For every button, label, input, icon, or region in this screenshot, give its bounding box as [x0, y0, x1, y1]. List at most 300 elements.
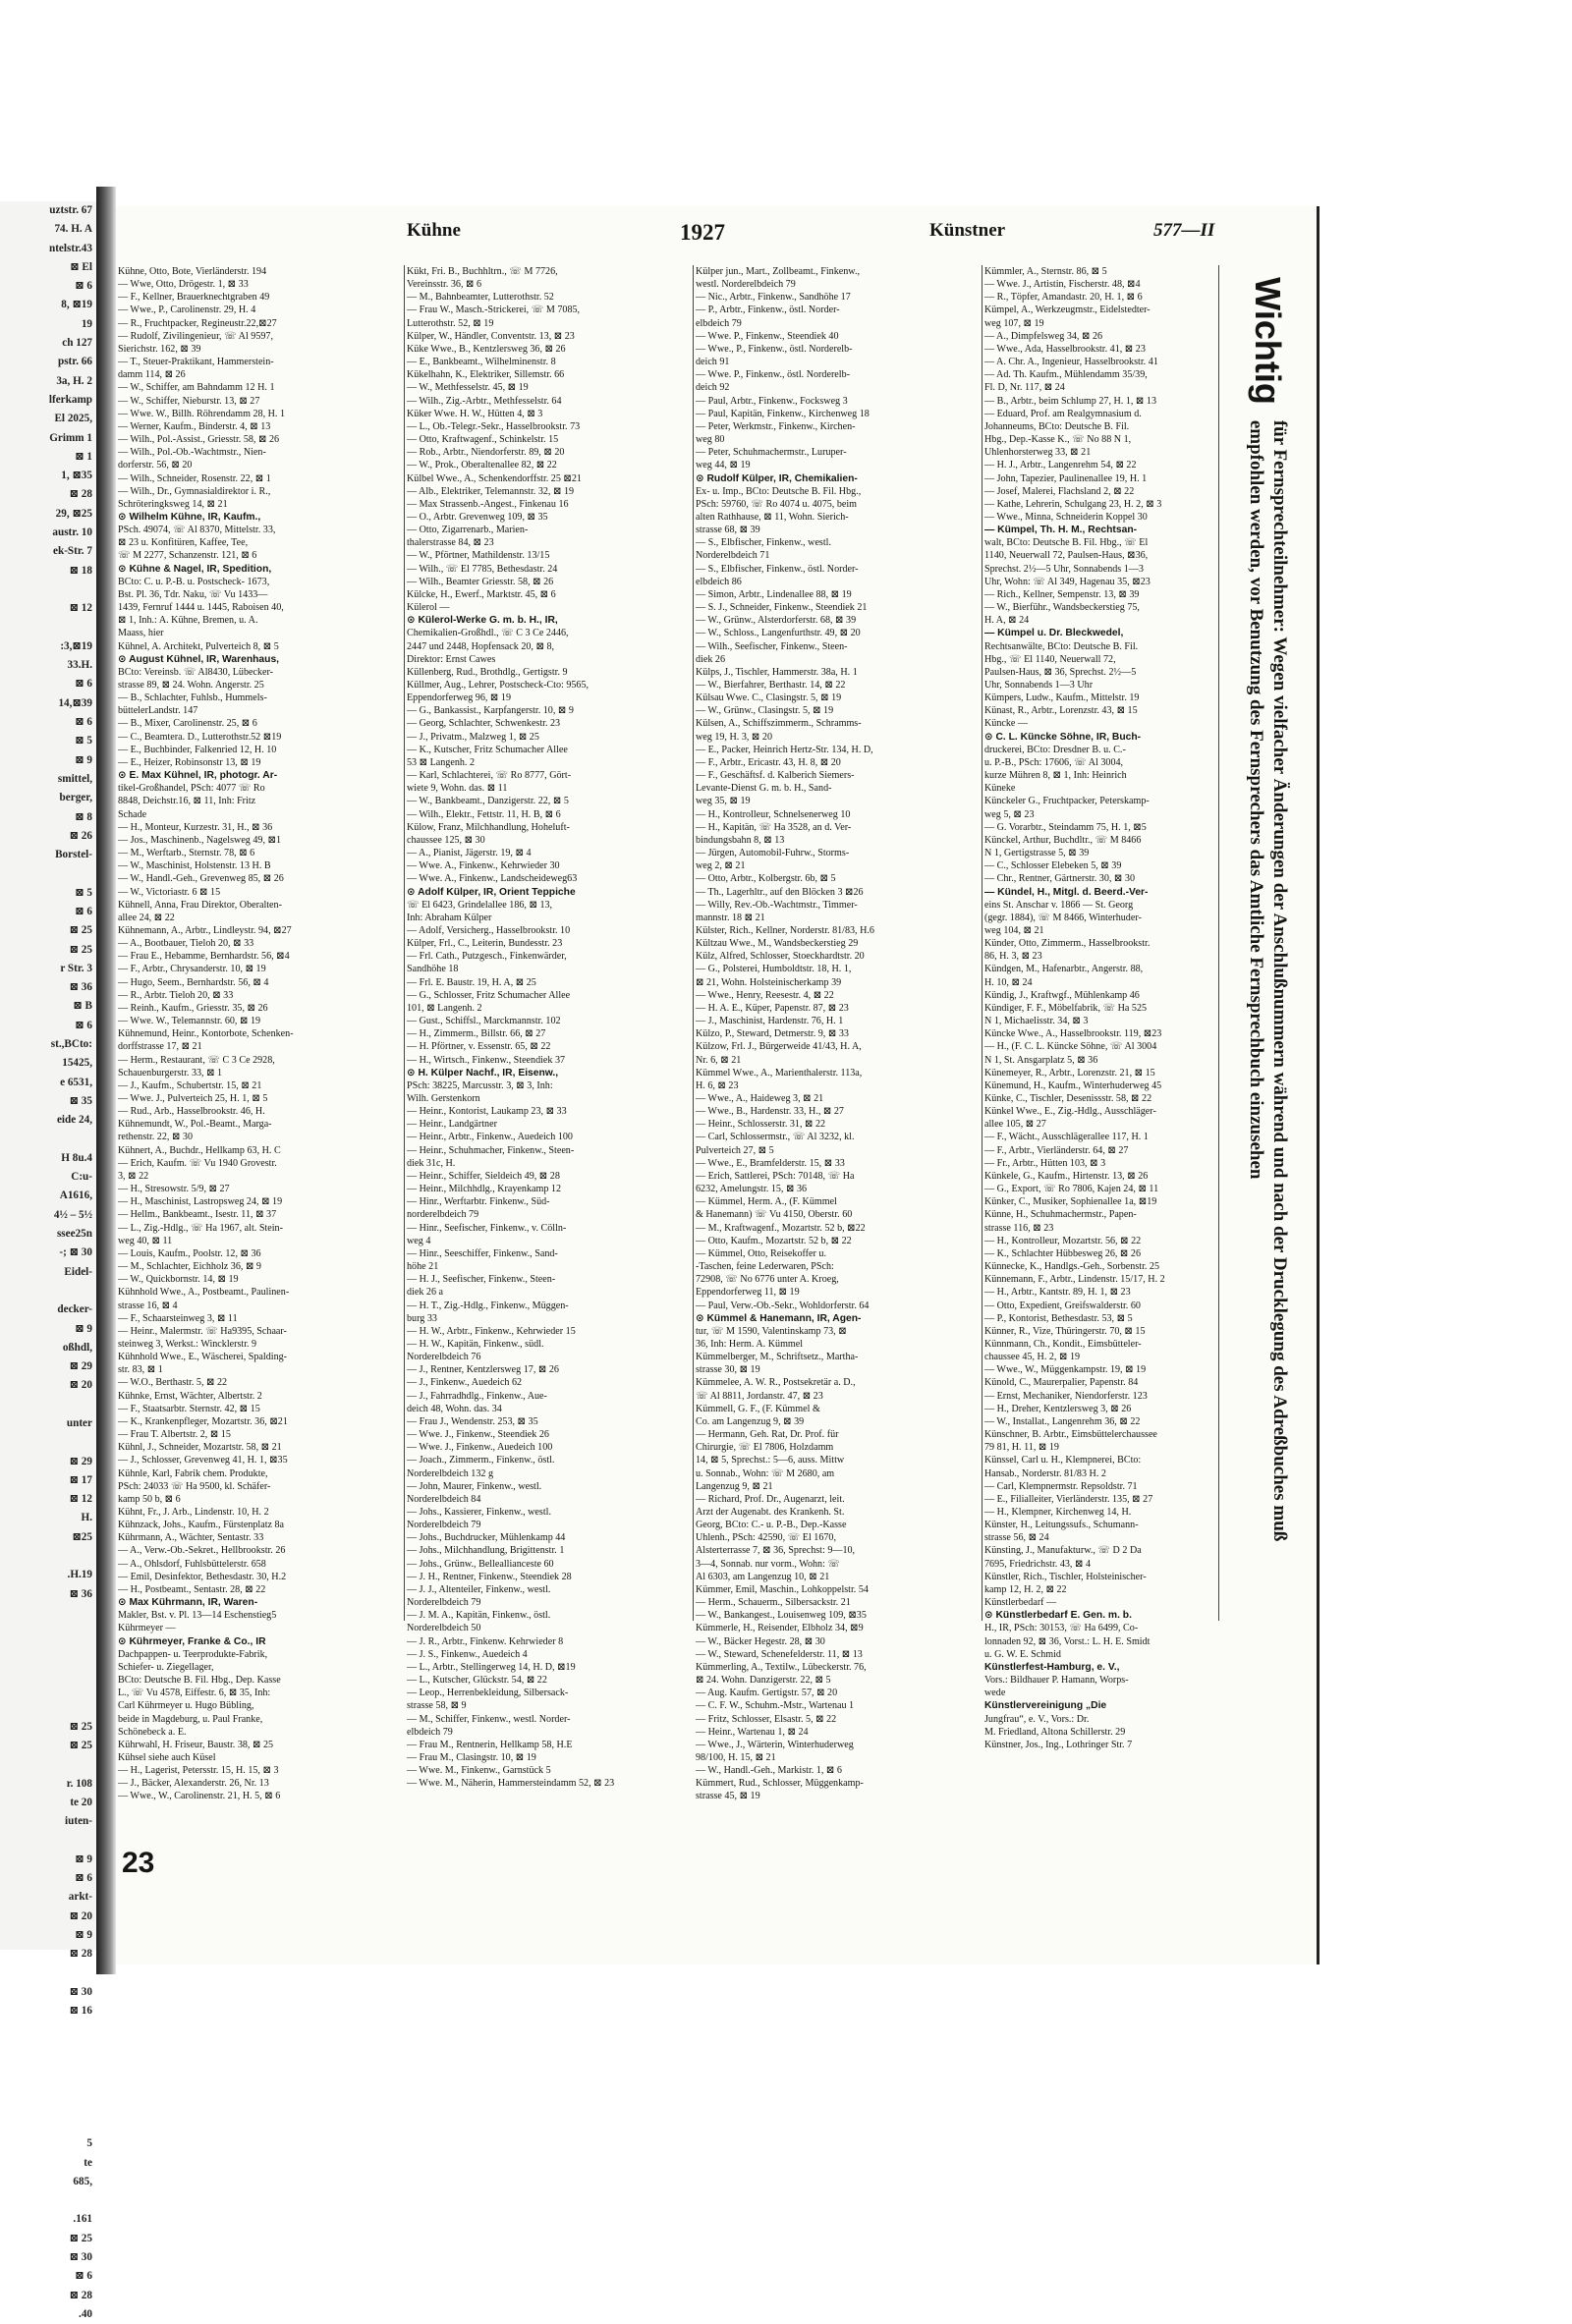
directory-entry: Künster, H., Leitungssufs., Schumann-: [984, 1520, 1139, 1531]
directory-entry: Lutterothstr. 52, ⊠ 19: [407, 317, 494, 329]
directory-entry: — J., Kaufm., Schubertstr. 15, ⊠ 21: [118, 1079, 262, 1091]
directory-entry: — Heinr., Arbtr., Finkenw., Auedeich 100: [407, 1132, 573, 1143]
directory-entry: — H. W., Kapitän, Finkenw., südl.: [407, 1338, 544, 1350]
directory-entry: — Simon, Arbtr., Lindenallee 88, ⊠ 19: [696, 588, 852, 600]
directory-entry: ⊠ 1, Inh.: A. Kühne, Bremen, u. A.: [118, 615, 258, 627]
facing-page-line: [0, 1433, 96, 1452]
directory-entry: — W., Quickbornstr. 14, ⊠ 19: [118, 1274, 239, 1286]
directory-entry: — Rich., Kellner, Sempenstr. 13, ⊠ 39: [984, 588, 1140, 600]
directory-entry: — Jos., Maschinenb., Nagelsweg 49, ⊠1: [118, 834, 282, 846]
directory-entry: — Wilh., Dr., Gymnasialdirektor i. R.,: [118, 485, 271, 497]
directory-entry: Norderelbdeich 132 g: [407, 1467, 494, 1479]
facing-page-line: ⊠ 36: [69, 981, 92, 994]
facing-page-line: 8, ⊠19: [61, 299, 92, 311]
directory-entry: Künsting, J., Manufakturw., ☏ D 2 Da: [984, 1545, 1142, 1557]
directory-entry: — Max Strassenb.-Angest., Finkenau 16: [407, 498, 569, 510]
directory-entry: — Wilh., Elektr., Fettstr. 11, H. B, ⊠ 6: [407, 808, 561, 820]
directory-entry: elbdeich 79: [407, 1726, 453, 1738]
directory-entry: Külow, Franz, Milchhandlung, Hoheluft-: [407, 821, 570, 833]
directory-entry: deich 91: [696, 357, 730, 368]
directory-entry: — H., Zimmerm., Billstr. 66, ⊠ 27: [407, 1028, 546, 1040]
directory-entry: Künstner, Jos., Ing., Lothringer Str. 7: [984, 1739, 1133, 1750]
directory-entry: ⊙ E. Max Kühnel, IR, photogr. Ar-: [118, 770, 278, 782]
directory-entry: Künder, Otto, Zimmerm., Hasselbrookstr.: [984, 938, 1151, 950]
directory-entry: — Erich, Sattlerei, PSch: 70148, ☏ Ha: [696, 1170, 855, 1182]
directory-entry: Carl Kührmeyer u. Hugo Bübling,: [118, 1700, 254, 1712]
facing-page-line: iuten-: [65, 1815, 92, 1828]
directory-entry: — E., Heizer, Robinsonstr 13, ⊠ 19: [118, 756, 261, 768]
directory-entry: — J., Privatm., Malzweg 1, ⊠ 25: [407, 731, 539, 743]
directory-entry: wede: [984, 1688, 1006, 1699]
directory-entry: — Wwe., P., Finkenw., östl. Norderelb-: [696, 343, 853, 355]
directory-entry: weg 104, ⊠ 21: [984, 924, 1044, 936]
directory-entry: — L., Zig.-Hdlg., ☏ Ha 1967, alt. Stein-: [118, 1222, 283, 1234]
directory-entry: Künke, C., Tischler, Desenissstr. 58, ⊠ 22: [984, 1093, 1152, 1104]
facing-page-line: austr. 10: [52, 526, 92, 539]
directory-entry: Kühnel, A. Architekt, Pulverteich 8, ⊠ 5: [118, 640, 279, 652]
directory-entry: Künstlervereinigung „Die: [984, 1700, 1107, 1712]
directory-entry: — Wilh., Seefischer, Finkenw., Steen-: [696, 640, 848, 652]
directory-entry: Kümmelee, A. W. R., Postsekretär a. D.,: [696, 1377, 856, 1389]
header-year: 1927: [680, 220, 725, 245]
directory-entry: Külper, Frl., C., Leiterin, Bundesstr. 23: [407, 938, 563, 950]
column-divider: [404, 265, 405, 1621]
directory-entry: kurze Mühren 8, ⊠ 1, Inh: Heinrich: [984, 770, 1127, 782]
directory-entry: — Louis, Kaufm., Poolstr. 12, ⊠ 36: [118, 1247, 261, 1259]
directory-entry: — Paul, Arbtr., Finkenw., Focksweg 3: [696, 395, 848, 407]
directory-entry: — H. W., Arbtr., Finkenw., Kehrwieder 15: [407, 1325, 576, 1337]
facing-page-line: 14,⊠39: [58, 696, 92, 709]
directory-entry: — H., Klempner, Kirchenweg 14, H.: [984, 1507, 1132, 1518]
directory-entry: — H., Stresowstr. 5/9, ⊠ 27: [118, 1184, 230, 1195]
directory-entry: strasse 16, ⊠ 4: [118, 1300, 178, 1311]
directory-entry: Külzo, P., Steward, Detmerstr. 9, ⊠ 33: [696, 1028, 849, 1040]
directory-entry: — W., Bäcker Hegestr. 28, ⊠ 30: [696, 1635, 825, 1647]
facing-page-line: ⊠ 28: [69, 1948, 92, 1961]
directory-entry: str. 83, ⊠ 1: [118, 1364, 163, 1376]
facing-page-line: 4½ – 5½: [53, 1208, 92, 1221]
directory-entry: H. A, ⊠ 24: [984, 615, 1030, 627]
directory-entry: — Otto, Arbtr., Kolbergstr. 6b, ⊠ 5: [696, 873, 836, 885]
directory-entry: 101, ⊠ Langenh. 2: [407, 1002, 482, 1014]
directory-entry: — H., Monteur, Kurzestr. 31, H., ⊠ 36: [118, 821, 273, 833]
directory-entry: Schade: [118, 808, 147, 820]
facing-page-line: oßhdl,: [62, 1341, 92, 1354]
directory-entry: weg 5, ⊠ 23: [984, 808, 1035, 820]
directory-entry: ⊠ 24. Wohn. Danzigerstr. 22, ⊠ 5: [696, 1675, 831, 1687]
directory-entry: — F., Wächt., Ausschlägerallee 117, H. 1: [984, 1132, 1149, 1143]
directory-entry: Küke Wwe., B., Kentzlersweg 36, ⊠ 26: [407, 343, 566, 355]
directory-entry: Maass, hier: [118, 628, 164, 639]
facing-page-line: ⊠ 8: [75, 810, 92, 823]
directory-entry: — H., Kontrolleur, Mozartstr. 56, ⊠ 22: [984, 1235, 1142, 1246]
facing-page-line: ⊠ 17: [69, 1473, 92, 1486]
directory-entry: — Werner, Kaufm., Binderstr. 4, ⊠ 13: [118, 420, 271, 432]
directory-entry: strasse 56, ⊠ 24: [984, 1532, 1049, 1544]
directory-entry: — Carl, Klempnermstr. Repsoldstr. 71: [984, 1480, 1138, 1492]
facing-page-line: [0, 1131, 96, 1149]
directory-entry: — Wwe. J., Finkenw., Steendiek 26: [407, 1429, 549, 1441]
directory-entry: Eppendorferweg 11, ⊠ 19: [696, 1287, 800, 1299]
facing-page-line: El 2025,: [54, 413, 92, 425]
directory-entry: Künker, C., Musiker, Sophienallee 1a, ⊠19: [984, 1196, 1157, 1208]
directory-entry: Künckel, Arthur, Buchdltr., ☏ M 8466: [984, 834, 1142, 846]
directory-entry: ⊙ Kührmeyer, Franke & Co., IR: [118, 1635, 266, 1647]
directory-entry: — C., Beamtera. D., Lutterothstr.52 ⊠19: [118, 731, 282, 743]
directory-entry: elbdeich 79: [696, 317, 742, 329]
facing-page-line: 19: [81, 317, 92, 330]
directory-entry: — Kathe, Lehrerin, Schulgang 23, H. 2, ⊠ 3: [984, 498, 1162, 510]
directory-entry: Schauenburgerstr. 33, ⊠ 1: [118, 1067, 223, 1079]
directory-entry: Kümmelberger, M., Schriftsetz., Martha-: [696, 1352, 859, 1363]
directory-entry: — J. S., Finkenw., Auedeich 4: [407, 1648, 528, 1660]
facing-page-line: [0, 1964, 96, 1983]
facing-page-line: Borstel-: [55, 849, 92, 861]
directory-entry: — S. J., Schneider, Finkenw., Steendiek 21: [696, 602, 868, 614]
directory-entry: — L., Arbtr., Stellingerweg 14, H. D, ⊠19: [407, 1661, 576, 1673]
facing-page-line: 1, ⊠35: [61, 470, 92, 482]
directory-entry: — Wwe. J., Finkenw., Auedeich 100: [407, 1442, 553, 1454]
facing-page-line: [0, 1661, 96, 1680]
directory-entry: Künkel Wwe., E., Zig.-Hdlg., Ausschläger-: [984, 1106, 1156, 1118]
directory-entry: — Heinr., Landgärtner: [407, 1119, 497, 1131]
facing-page-line: eide 24,: [56, 1114, 92, 1127]
directory-entry: Langenzug 9, ⊠ 21: [696, 1480, 773, 1492]
directory-entry: — J. M. A., Kapitän, Finkenw., östl.: [407, 1610, 551, 1622]
directory-entry: Künemeyer, R., Arbtr., Lorenzstr. 21, ⊠ 15: [984, 1067, 1155, 1079]
directory-entry: — Reinh., Kaufm., Griesstr. 35, ⊠ 26: [118, 1002, 268, 1014]
directory-entry: — J. H., Rentner, Finkenw., Steendiek 28: [407, 1571, 572, 1582]
directory-entry: — Wwe. A., Finkenw., Landscheideweg63: [407, 873, 578, 885]
directory-entry: — A., Ohlsdorf, Fuhlsbüttelerstr. 658: [118, 1558, 266, 1570]
directory-entry: Künnemann, F., Arbtr., Lindenstr. 15/17, H. 2: [984, 1274, 1165, 1286]
facing-page-line: [0, 2116, 96, 2134]
directory-entry: — O., Arbtr. Grevenweg 109, ⊠ 35: [407, 511, 548, 523]
directory-entry: — Otto, Expedient, Greifswalderstr. 60: [984, 1300, 1141, 1311]
directory-entry: Kühnemund, Heinr., Kontorbote, Schenken-: [118, 1028, 294, 1040]
facing-page-line: ⊠ 30: [69, 1985, 92, 1998]
directory-entry: — Hermann, Geh. Rat, Dr. Prof. für: [696, 1429, 839, 1441]
directory-entry: — P., Arbtr., Finkenw., östl. Norder-: [696, 304, 840, 316]
directory-entry: Norderelbdeich 79: [407, 1520, 481, 1531]
directory-entry: Kümmler, A., Sternstr. 86, ⊠ 5: [984, 266, 1107, 277]
facing-page-line: H 8u.4: [61, 1151, 92, 1164]
facing-page-line: [0, 2040, 96, 2059]
facing-page-line: te 20: [70, 1796, 92, 1808]
directory-entry: — B., Arbtr., beim Schlump 27, H. 1, ⊠ 13: [984, 395, 1157, 407]
directory-entry: 1140, Neuerwall 72, Paulsen-Haus, ⊠36,: [984, 550, 1149, 562]
directory-entry: Küneke: [984, 783, 1016, 795]
directory-entry: westl. Norderelbdeich 79: [696, 279, 796, 291]
directory-entry: — Johs., Milchhandlung, Brigittenstr. 1: [407, 1545, 565, 1557]
directory-entry: — Wwe. J., Artistin, Fischerstr. 48, ⊠4: [984, 279, 1141, 291]
directory-entry: Chemikalien-Großhdl., ☏ C 3 Ce 2446,: [407, 628, 569, 639]
directory-entry: — W., Maschinist, Holstenstr. 13 H. B: [118, 860, 271, 872]
facing-page-line: ⊠ 6: [75, 1872, 92, 1885]
directory-entry: bindungsbahn 8, ⊠ 13: [696, 834, 785, 846]
directory-column-4: [984, 265, 1218, 1750]
facing-page-line: ⊠25: [72, 1530, 92, 1543]
directory-entry: Külper jun., Mart., Zollbeamt., Finkenw.,: [696, 266, 860, 277]
directory-entry: — Wwe. W., Billh. Röhrendamm 28, H. 1: [118, 408, 285, 419]
directory-entry: — H., Postbeamt., Sentastr. 28, ⊠ 22: [118, 1583, 266, 1595]
directory-entry: — B., Mixer, Carolinenstr. 25, ⊠ 6: [118, 718, 257, 730]
directory-entry: — G., Schlosser, Fritz Schumacher Allee: [407, 989, 571, 1001]
directory-entry: — A., Bootbauer, Tieloh 20, ⊠ 33: [118, 938, 254, 950]
directory-entry: ⊙ Wilhelm Kühne, IR, Kaufm.,: [118, 511, 261, 523]
facing-page-line: [0, 2059, 96, 2077]
directory-entry: Kühnl, J., Schneider, Mozartstr. 58, ⊠ 21: [118, 1442, 282, 1454]
directory-entry: — Willy, Rev.-Ob.-Wachtmstr., Timmer-: [696, 899, 858, 911]
directory-entry: — Heinr., Milchhdlg., Krayenkamp 12: [407, 1184, 561, 1195]
directory-entry: Künckeler G., Fruchtpacker, Peterskamp-: [984, 796, 1150, 807]
facing-page-line: ⊠ 25: [69, 924, 92, 937]
directory-entry: — Georg, Schlachter, Schwenkestr. 23: [407, 718, 561, 730]
facing-page-line: ⊠ 18: [69, 564, 92, 577]
directory-entry: — F., Geschäftsf. d. Kalberich Siemers-: [696, 770, 855, 782]
directory-entry: — W., Victoriastr. 6 ⊠ 15: [118, 886, 221, 898]
directory-entry: u. G. W. E. Schmid: [984, 1648, 1061, 1660]
directory-entry: — Kümpel u. Dr. Bleckwedel,: [984, 628, 1124, 639]
directory-entry: Kühnke, Ernst, Wächter, Albertstr. 2: [118, 1390, 262, 1402]
facing-page-line: ⊠ 16: [69, 2005, 92, 2018]
directory-entry: Külerol —: [407, 602, 450, 614]
directory-entry: — Hugo, Seem., Bernhardstr. 56, ⊠ 4: [118, 976, 269, 988]
directory-entry: — Aug. Kaufm. Gertigstr. 57, ⊠ 20: [696, 1688, 838, 1699]
facing-page-line: ⊠ 28: [69, 2289, 92, 2301]
directory-entry: 72908, ☏ No 6776 unter A. Kroeg,: [696, 1274, 839, 1286]
directory-entry: — Wwe., W., Carolinenstr. 21, H. 5, ⊠ 6: [118, 1791, 281, 1802]
directory-entry: steinweg 3, Werkst.: Wincklerstr. 9: [118, 1338, 257, 1350]
directory-entry: — Eduard, Prof. am Realgymnasium d.: [984, 408, 1142, 419]
facing-page-line: [0, 1604, 96, 1623]
directory-entry: — W., Bierfahrer, Berthastr. 14, ⊠ 22: [696, 680, 846, 691]
facing-page-line: ⊠ 5: [75, 735, 92, 747]
directory-entry: Künstlerbedarf —: [984, 1597, 1057, 1609]
directory-entry: ⊙ Adolf Külper, IR, Orient Teppiche: [407, 886, 576, 898]
facing-page-line: r Str. 3: [60, 962, 92, 974]
facing-page-line: 33.H.: [67, 659, 92, 672]
directory-entry: — F., Arbtr., Vierländerstr. 64, ⊠ 27: [984, 1144, 1129, 1156]
facing-page-line: ek-Str. 7: [53, 545, 92, 558]
directory-entry: lonnaden 92, ⊠ 36, Vorst.: L. H. E. Smidt: [984, 1635, 1151, 1647]
directory-entry: — H., (F. C. L. Küncke Söhne, ☏ Al 3004: [984, 1041, 1157, 1053]
directory-entry: — Wilh., Pol.-Assist., Griesstr. 58, ⊠ 26: [118, 434, 280, 446]
directory-entry: — H., Arbtr., Kantstr. 89, H. 1, ⊠ 23: [984, 1287, 1131, 1299]
directory-entry: Al 6303, am Langenzug 10, ⊠ 21: [696, 1571, 830, 1582]
directory-entry: druckerei, BCto: Dresdner B. u. C.-: [984, 744, 1126, 755]
directory-entry: -Taschen, feine Lederwaren, PSch:: [696, 1261, 834, 1273]
directory-entry: ⊙ H. Külper Nachf., IR, Eisenw.,: [407, 1067, 559, 1079]
directory-entry: — Wwe. M., Finkenw., Garnstück 5: [407, 1765, 551, 1777]
directory-entry: rethenstr. 22, ⊠ 30: [118, 1132, 194, 1143]
directory-entry: Uhr, Sonnabends 1—3 Uhr: [984, 680, 1094, 691]
directory-entry: 3—4, Sonnab. nur vorm., Wohn: ☏: [696, 1558, 841, 1570]
directory-entry: — Herm., Schauerm., Silbersackstr. 21: [696, 1597, 851, 1609]
directory-entry: ⊙ Max Kührmann, IR, Waren-: [118, 1597, 258, 1609]
directory-entry: — Th., Lagerhltr., auf den Blöcken 3 ⊠26: [696, 886, 864, 898]
directory-column-1: [118, 265, 403, 1945]
footer-page-number: 23: [122, 1847, 155, 1879]
directory-entry: — K., Krankenpfleger, Mozartstr. 36, ⊠21: [118, 1415, 288, 1427]
directory-entry: — W., Schiffer, Nieburstr. 13, ⊠ 27: [118, 395, 260, 407]
directory-entry: Kümmert, Rud., Schlosser, Müggenkamp-: [696, 1778, 864, 1790]
notice-body: für Fernsprechteilnehmer: Wegen vielfacher Änderungen der Anschlußnummern während und nach der Drucklegung des Adreßbuches muß empfohlen werden, vor Benutzung des Fernsprechers das Amtliche Fernsprechbuch einzusehen: [1246, 419, 1290, 1542]
directory-entry: — W., Schiffer, am Bahndamm 12 H. 1: [118, 382, 275, 394]
directory-entry: Rechtsanwälte, BCto: Deutsche B. Fil.: [984, 640, 1139, 652]
directory-entry: — F., Schaarsteinweg 3, ⊠ 11: [118, 1312, 238, 1324]
directory-entry: — M., Kraftwagenf., Mozartstr. 52 b, ⊠22: [696, 1222, 866, 1234]
directory-entry: — F., Staatsarbtr. Sternstr. 42, ⊠ 15: [118, 1403, 260, 1414]
directory-entry: dorffstrasse 17, ⊠ 21: [118, 1041, 202, 1053]
facing-page-line: ⊠ 9: [75, 1929, 92, 1942]
directory-entry: Johanneums, BCto: Deutsche B. Fil.: [984, 420, 1130, 432]
directory-entry: — L., Kutscher, Glückstr. 54, ⊠ 22: [407, 1675, 547, 1687]
directory-entry: Kührmann, A., Wächter, Sentastr. 33: [118, 1532, 264, 1544]
directory-entry: BCto: C. u. P.-B. u. Postscheck- 1673,: [118, 576, 270, 587]
directory-entry: — Frl. Cath., Putzgesch., Finkenwärder,: [407, 951, 567, 963]
facing-page-line: ⊠ 5: [75, 886, 92, 899]
directory-entry: — W., Installat., Langenrehm 36, ⊠ 22: [984, 1415, 1141, 1427]
directory-entry: weg 44, ⊠ 19: [696, 460, 751, 471]
directory-entry: — W., Handl.-Geh., Grevenweg 85, ⊠ 26: [118, 873, 284, 885]
directory-entry: ⊙ Künstlerbedarf E. Gen. m. b.: [984, 1610, 1132, 1622]
directory-column-2: [407, 265, 692, 1790]
facing-page-line: ⊠ 28: [69, 488, 92, 501]
directory-entry: Kühnle, Karl, Fabrik chem. Produkte,: [118, 1467, 268, 1479]
directory-entry: Norderelbdeich 76: [407, 1352, 481, 1363]
directory-entry: — Alb., Elektriker, Telemannstr. 32, ⊠ 19: [407, 485, 575, 497]
directory-entry: Paulsen-Haus, ⊠ 36, Sprechst. 2½—5: [984, 666, 1137, 678]
directory-entry: ⊙ Rudolf Külper, IR, Chemikalien-: [696, 472, 858, 484]
facing-page-line: [0, 619, 96, 637]
directory-entry: — Carl, Schlossermstr., ☏ Al 3232, kl.: [696, 1132, 855, 1143]
directory-entry: Küncke —: [984, 718, 1029, 730]
directory-entry: Hbg., ☏ El 1140, Neuerwall 72,: [984, 653, 1116, 665]
directory-entry: Külps, J., Tischler, Hammerstr. 38a, H. 1: [696, 666, 858, 678]
directory-entry: kamp 50 b, ⊠ 6: [118, 1493, 181, 1505]
directory-entry: Norderelbdeich 50: [407, 1623, 481, 1634]
directory-entry: — Paul, Verw.-Ob.-Sekr., Wohldorferstr. 64: [696, 1300, 870, 1311]
directory-entry: Kümpers, Ludw., Kaufm., Mittelstr. 19: [984, 692, 1140, 704]
directory-entry: — Frau M., Rentnerin, Hellkamp 58, H.E: [407, 1739, 573, 1750]
directory-entry: — F., Arbtr., Chrysanderstr. 10, ⊠ 19: [118, 964, 266, 975]
directory-entry: — H. T., Zig.-Hdlg., Finkenw., Müggen-: [407, 1300, 569, 1311]
directory-entry: Külsen, A., Schiffszimmerm., Schramms-: [696, 718, 862, 730]
facing-page-line: 685,: [73, 2175, 92, 2187]
directory-entry: strasse 58, ⊠ 9: [407, 1700, 467, 1712]
directory-entry: Eppendorferweg 96, ⊠ 19: [407, 692, 511, 704]
directory-entry: — F., Kellner, Brauerknechtgraben 49: [118, 292, 270, 304]
directory-entry: Arzt der Augenabt. des Krankenh. St.: [696, 1507, 845, 1518]
facing-page-line: [0, 1623, 96, 1641]
directory-entry: — Wilh., Schneider, Rosenstr. 22, ⊠ 1: [118, 472, 271, 484]
facing-page-line: ⊠ 35: [69, 1094, 92, 1107]
directory-entry: chaussee 45, H. 2, ⊠ 19: [984, 1352, 1081, 1363]
directory-entry: — Kümmel, Herm. A., (F. Kümmel: [696, 1196, 837, 1208]
directory-entry: Sprechst. 2½—5 Uhr, Sonnabends 1—3: [984, 563, 1144, 575]
facing-page-line: ntelstr.43: [48, 242, 92, 254]
directory-entry: — Peter, Schuhmachermstr., Luruper-: [696, 447, 847, 459]
directory-entry: Künssel, Carl u. H., Klempnerei, BCto:: [984, 1455, 1142, 1466]
directory-entry: — Wwe., B., Hardenstr. 33, H., ⊠ 27: [696, 1106, 844, 1118]
directory-entry: Kühnt, Fr., J. Arb., Lindenstr. 10, H. 2: [118, 1507, 269, 1518]
directory-entry: Küllenberg, Rud., Brothdlg., Gertigstr. 9: [407, 666, 568, 678]
directory-entry: — H., Lagerist, Petersstr. 15, H. 15, ⊠ 3: [118, 1765, 279, 1777]
directory-entry: strasse 30, ⊠ 19: [696, 1364, 760, 1376]
directory-entry: weg 107, ⊠ 19: [984, 317, 1044, 329]
facing-page-line: Eidel-: [64, 1265, 92, 1278]
facing-page-line: 15425,: [62, 1057, 92, 1070]
facing-page-line: uztstr. 67: [49, 204, 92, 216]
facing-page-line: arkt-: [68, 1891, 92, 1904]
facing-page-line: [0, 1832, 96, 1851]
directory-column-3: [696, 265, 981, 1802]
directory-entry: — Heinr., Schiffer, Sieldeich 49, ⊠ 28: [407, 1170, 560, 1182]
facing-page-line: H.: [81, 1512, 92, 1524]
facing-page-line: ⊠ 6: [75, 2270, 92, 2283]
directory-entry: strasse 89, ⊠ 24. Wohn. Angerstr. 25: [118, 680, 264, 691]
directory-entry: Küncke Wwe., A., Hasselbrookstr. 119, ⊠23: [984, 1028, 1162, 1040]
facing-page-line: ⊠ 1: [75, 450, 92, 463]
directory-entry: — H., Kontrolleur, Schnelsenerweg 10: [696, 808, 851, 820]
directory-entry: 1439, Fernruf 1444 u. 1445, Raboisen 40,: [118, 602, 284, 614]
directory-entry: — Wwe., E., Bramfelderstr. 15, ⊠ 33: [696, 1157, 845, 1169]
facing-page-line: C:u-: [71, 1171, 92, 1184]
directory-entry: Uhlenh., PSch: 42590, ☏ El 1670,: [696, 1532, 836, 1544]
directory-entry: ⊙ Külerol-Werke G. m. b. H., IR,: [407, 615, 558, 627]
facing-page-line: [0, 581, 96, 599]
facing-page-line: [0, 1547, 96, 1566]
directory-entry: — W., Pförtner, Mathildenstr. 13/15: [407, 550, 550, 562]
directory-entry: Hansab., Norderstr. 81/83 H. 2: [984, 1467, 1106, 1479]
directory-entry: burg 33: [407, 1312, 437, 1324]
directory-entry: Külcke, H., Ewerf., Marktstr. 45, ⊠ 6: [407, 588, 556, 600]
facing-page-line: .H.19: [67, 1569, 92, 1581]
directory-entry: Norderelbdeich 71: [696, 550, 770, 562]
directory-entry: — Otto, Kaufm., Mozartstr. 52 b, ⊠ 22: [696, 1235, 852, 1246]
directory-entry: — Johs., Buchdrucker, Mühlenkamp 44: [407, 1532, 566, 1544]
directory-entry: — H. A. E., Küper, Papenstr. 87, ⊠ 23: [696, 1002, 849, 1014]
directory-entry: 98/100, H. 15, ⊠ 21: [696, 1751, 776, 1763]
directory-entry: weg 40, ⊠ 11: [118, 1235, 173, 1246]
directory-entry: — Wwe., Ada, Hasselbrookstr. 41, ⊠ 23: [984, 343, 1146, 355]
directory-entry: weg 80: [696, 434, 725, 446]
directory-entry: alten Rathhause, ⊠ 11, Wohn. Sierich-: [696, 511, 849, 523]
facing-page-line: ⊠ 25: [69, 943, 92, 956]
directory-entry: Kühnzack, Johs., Kaufm., Fürstenplatz 8a: [118, 1520, 285, 1531]
directory-entry: — Joach., Zimmerm., Finkenw., östl.: [407, 1455, 555, 1466]
directory-entry: — Ernst, Mechaniker, Niendorferstr. 123: [984, 1390, 1148, 1402]
directory-entry: — W., Bankangest., Louisenweg 109, ⊠35: [696, 1610, 867, 1622]
directory-entry: — H. J., Seefischer, Finkenw., Steen-: [407, 1274, 556, 1286]
facing-page-line: ch 127: [62, 337, 92, 350]
directory-entry: PSch: 38225, Marcusstr. 3, ⊠ 3, Inh:: [407, 1079, 553, 1091]
directory-entry: chaussee 125, ⊠ 30: [407, 834, 485, 846]
directory-entry: ⊙ August Kühnel, IR, Warenhaus,: [118, 653, 280, 665]
facing-page-line: te: [84, 2156, 92, 2169]
directory-entry: — Otto, Zigarrenarb., Marien-: [407, 525, 529, 536]
directory-entry: — A., Dimpfelsweg 34, ⊠ 26: [984, 330, 1103, 342]
directory-entry: Dachpappen- u. Teerprodukte-Fabrik,: [118, 1648, 268, 1660]
directory-entry: 36, Inh: Herm. A. Kümmel: [696, 1338, 804, 1350]
directory-entry: N 1, Gertigstrasse 5, ⊠ 39: [984, 848, 1090, 859]
directory-entry: Künkele, G., Kaufm., Hirtenstr. 13, ⊠ 26: [984, 1170, 1149, 1182]
directory-entry: — Rob., Arbtr., Niendorferstr. 89, ⊠ 20: [407, 447, 565, 459]
header-last-entry: Künstner: [929, 220, 1006, 241]
directory-entry: — Wilh., ☏ El 7785, Bethesdastr. 24: [407, 563, 558, 575]
facing-page-line: berger,: [59, 792, 92, 804]
